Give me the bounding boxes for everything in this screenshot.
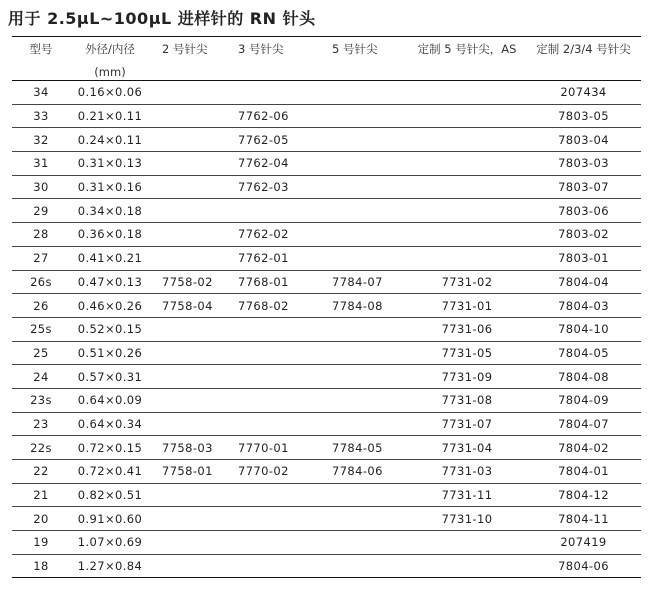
cell-custom5: [408, 175, 526, 199]
cell-gauge: 31: [12, 152, 70, 176]
cell-dimensions: 0.52×0.15: [70, 317, 150, 341]
cell-tip3: [224, 199, 310, 223]
cell-tip3: [224, 365, 310, 389]
cell-custom5: 7731-10: [408, 507, 526, 531]
cell-custom234: 7804-02: [526, 436, 641, 460]
cell-dimensions: 0.64×0.09: [70, 388, 150, 412]
table-row: [12, 436, 641, 460]
header-diameter: [70, 37, 150, 81]
cell-tip3: 7762-02: [224, 223, 310, 247]
table-row: [12, 531, 641, 555]
cell-tip3: [224, 483, 310, 507]
cell-tip3: 7770-01: [224, 436, 310, 460]
cell-tip3: 7762-03: [224, 175, 310, 199]
cell-custom234: 7804-11: [526, 507, 641, 531]
cell-gauge: 22s: [12, 436, 70, 460]
cell-tip5: [310, 365, 408, 389]
header-tip2: 2 号针尖: [162, 42, 208, 56]
cell-custom5: [408, 81, 526, 105]
cell-custom5: [408, 246, 526, 270]
cell-tip5: [310, 81, 408, 105]
cell-tip5: [310, 507, 408, 531]
cell-tip2: [150, 531, 224, 555]
header-tip5: 5 号针尖: [332, 42, 378, 56]
cell-gauge: 25: [12, 341, 70, 365]
cell-dimensions: 0.31×0.13: [70, 152, 150, 176]
cell-gauge: 32: [12, 128, 70, 152]
cell-tip3: 7762-05: [224, 128, 310, 152]
cell-tip2: [150, 246, 224, 270]
cell-tip3: 7768-01: [224, 270, 310, 294]
table-body: [12, 81, 641, 578]
cell-tip3: 7762-01: [224, 246, 310, 270]
cell-dimensions: 0.34×0.18: [70, 199, 150, 223]
table-header-row: [12, 37, 641, 81]
cell-tip3: [224, 412, 310, 436]
cell-gauge: 23s: [12, 388, 70, 412]
cell-custom5: [408, 199, 526, 223]
cell-custom5: 7731-09: [408, 365, 526, 389]
cell-tip2: 7758-03: [150, 436, 224, 460]
table-row: [12, 246, 641, 270]
cell-dimensions: 0.47×0.13: [70, 270, 150, 294]
cell-custom234: 7804-06: [526, 554, 641, 578]
cell-tip2: 7758-04: [150, 294, 224, 318]
cell-tip3: [224, 317, 310, 341]
cell-dimensions: 0.24×0.11: [70, 128, 150, 152]
cell-tip2: [150, 175, 224, 199]
cell-gauge: 18: [12, 554, 70, 578]
cell-custom5: 7731-04: [408, 436, 526, 460]
cell-custom234: 7803-03: [526, 152, 641, 176]
table-row: [12, 270, 641, 294]
header-custom5: 定制 5 号针尖，AS: [417, 42, 517, 56]
cell-gauge: 34: [12, 81, 70, 105]
cell-gauge: 26: [12, 294, 70, 318]
cell-custom234: 7803-02: [526, 223, 641, 247]
cell-gauge: 21: [12, 483, 70, 507]
cell-custom5: 7731-11: [408, 483, 526, 507]
cell-custom5: [408, 104, 526, 128]
cell-tip2: [150, 412, 224, 436]
cell-tip2: [150, 152, 224, 176]
cell-tip5: [310, 412, 408, 436]
cell-tip3: [224, 554, 310, 578]
cell-tip2: [150, 104, 224, 128]
cell-tip5: [310, 554, 408, 578]
cell-custom234: 7803-01: [526, 246, 641, 270]
cell-tip2: [150, 554, 224, 578]
cell-gauge: 29: [12, 199, 70, 223]
cell-tip5: [310, 483, 408, 507]
cell-tip5: [310, 199, 408, 223]
table-row: [12, 81, 641, 105]
cell-tip3: [224, 81, 310, 105]
cell-tip5: [310, 175, 408, 199]
cell-gauge: 19: [12, 531, 70, 555]
table-row: [12, 152, 641, 176]
table-row: [12, 554, 641, 578]
cell-gauge: 33: [12, 104, 70, 128]
cell-dimensions: 0.51×0.26: [70, 341, 150, 365]
cell-custom5: 7731-05: [408, 341, 526, 365]
table-row: [12, 223, 641, 247]
cell-tip2: [150, 199, 224, 223]
table-row: [12, 104, 641, 128]
cell-tip3: 7762-04: [224, 152, 310, 176]
header-diameter-label: 外径/内径: [85, 42, 135, 56]
cell-custom5: [408, 531, 526, 555]
cell-custom5: [408, 554, 526, 578]
needle-table: [12, 36, 641, 578]
cell-custom5: 7731-08: [408, 388, 526, 412]
table-row: [12, 341, 641, 365]
header-custom234: 定制 2/3/4 号针尖: [536, 42, 631, 56]
cell-dimensions: 1.07×0.69: [70, 531, 150, 555]
cell-gauge: 30: [12, 175, 70, 199]
table-row: [12, 317, 641, 341]
cell-custom5: [408, 152, 526, 176]
cell-tip2: [150, 365, 224, 389]
cell-custom234: 7804-05: [526, 341, 641, 365]
cell-tip5: [310, 531, 408, 555]
table-row: [12, 483, 641, 507]
cell-custom5: 7731-07: [408, 412, 526, 436]
cell-gauge: 20: [12, 507, 70, 531]
cell-custom234: 7803-06: [526, 199, 641, 223]
table-row: [12, 412, 641, 436]
table-row: [12, 294, 641, 318]
cell-custom5: [408, 128, 526, 152]
cell-custom234: 207434: [526, 81, 641, 105]
cell-dimensions: 1.27×0.84: [70, 554, 150, 578]
cell-tip2: [150, 81, 224, 105]
header-diameter-unit: (mm): [94, 65, 126, 79]
cell-tip3: 7768-02: [224, 294, 310, 318]
cell-tip3: 7770-02: [224, 460, 310, 484]
cell-gauge: 22: [12, 460, 70, 484]
cell-dimensions: 0.21×0.11: [70, 104, 150, 128]
cell-custom234: 7804-04: [526, 270, 641, 294]
header-tip3: 3 号针尖: [238, 42, 284, 56]
cell-tip3: 7762-06: [224, 104, 310, 128]
table-row: [12, 199, 641, 223]
cell-custom234: 7804-01: [526, 460, 641, 484]
cell-dimensions: 0.91×0.60: [70, 507, 150, 531]
cell-tip5: [310, 317, 408, 341]
cell-tip5: 7784-06: [310, 460, 408, 484]
cell-tip2: [150, 317, 224, 341]
cell-custom5: 7731-06: [408, 317, 526, 341]
cell-dimensions: 0.46×0.26: [70, 294, 150, 318]
cell-tip5: [310, 152, 408, 176]
cell-tip5: [310, 388, 408, 412]
cell-gauge: 23: [12, 412, 70, 436]
cell-dimensions: 0.31×0.16: [70, 175, 150, 199]
cell-gauge: 28: [12, 223, 70, 247]
cell-gauge: 26s: [12, 270, 70, 294]
cell-tip5: [310, 341, 408, 365]
table-row: [12, 460, 641, 484]
cell-tip2: [150, 483, 224, 507]
cell-dimensions: 0.57×0.31: [70, 365, 150, 389]
cell-gauge: 27: [12, 246, 70, 270]
cell-tip3: [224, 531, 310, 555]
cell-custom5: 7731-03: [408, 460, 526, 484]
cell-tip2: [150, 341, 224, 365]
cell-custom234: 7803-07: [526, 175, 641, 199]
page-title: 用于 2.5µL~100µL 进样针的 RN 针头: [8, 9, 316, 28]
cell-tip2: 7758-02: [150, 270, 224, 294]
cell-tip3: [224, 341, 310, 365]
header-gauge: 型号: [29, 42, 53, 56]
cell-custom234: 207419: [526, 531, 641, 555]
cell-custom5: 7731-02: [408, 270, 526, 294]
cell-tip5: [310, 128, 408, 152]
cell-tip5: 7784-07: [310, 270, 408, 294]
cell-custom5: [408, 223, 526, 247]
cell-dimensions: 0.82×0.51: [70, 483, 150, 507]
cell-dimensions: 0.41×0.21: [70, 246, 150, 270]
cell-custom234: 7803-05: [526, 104, 641, 128]
table-row: [12, 175, 641, 199]
cell-custom5: 7731-01: [408, 294, 526, 318]
cell-custom234: 7803-04: [526, 128, 641, 152]
cell-tip2: [150, 223, 224, 247]
cell-tip3: [224, 507, 310, 531]
cell-dimensions: 0.72×0.15: [70, 436, 150, 460]
cell-custom234: 7804-03: [526, 294, 641, 318]
cell-tip2: [150, 388, 224, 412]
cell-tip2: 7758-01: [150, 460, 224, 484]
table-row: [12, 507, 641, 531]
cell-tip2: [150, 128, 224, 152]
table-row: [12, 365, 641, 389]
cell-dimensions: 0.72×0.41: [70, 460, 150, 484]
table-row: [12, 128, 641, 152]
cell-custom234: 7804-09: [526, 388, 641, 412]
cell-tip5: [310, 246, 408, 270]
cell-tip2: [150, 507, 224, 531]
cell-custom234: 7804-08: [526, 365, 641, 389]
cell-dimensions: 0.64×0.34: [70, 412, 150, 436]
cell-gauge: 25s: [12, 317, 70, 341]
cell-tip5: 7784-08: [310, 294, 408, 318]
cell-tip3: [224, 388, 310, 412]
cell-dimensions: 0.16×0.06: [70, 81, 150, 105]
cell-tip5: [310, 223, 408, 247]
cell-custom234: 7804-10: [526, 317, 641, 341]
cell-custom234: 7804-12: [526, 483, 641, 507]
table-row: [12, 388, 641, 412]
cell-custom234: 7804-07: [526, 412, 641, 436]
cell-gauge: 24: [12, 365, 70, 389]
cell-tip5: 7784-05: [310, 436, 408, 460]
cell-dimensions: 0.36×0.18: [70, 223, 150, 247]
cell-tip5: [310, 104, 408, 128]
